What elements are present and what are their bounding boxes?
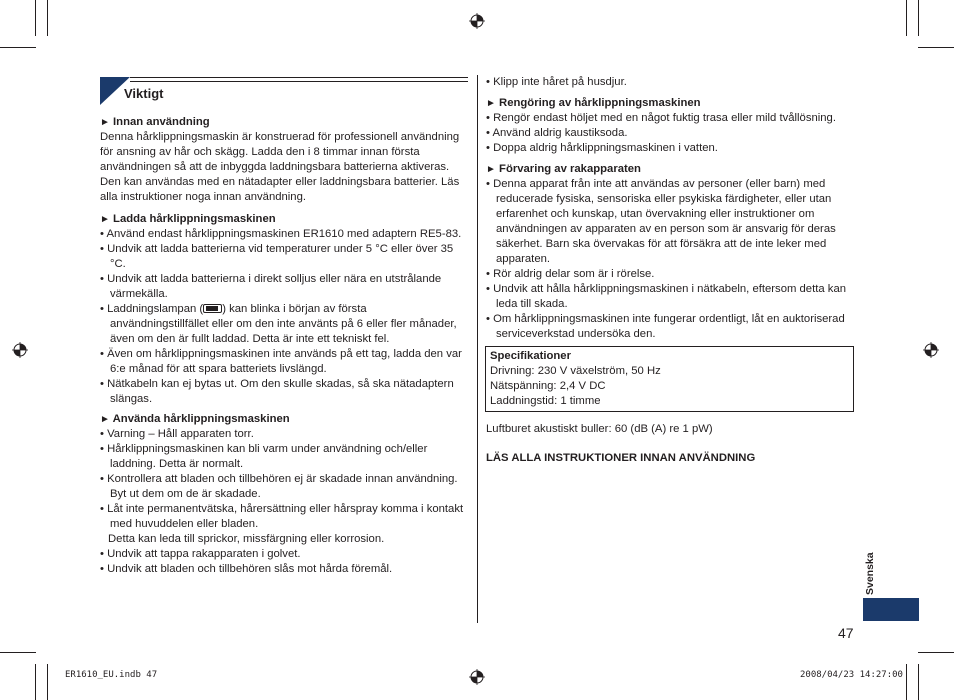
crop-mark	[47, 664, 48, 700]
language-label: Svenska	[864, 552, 876, 595]
list-item: • Undvik att ladda batterierna vid temperaturer under 5 °C eller över 35 °C.	[100, 243, 454, 270]
crop-mark	[906, 0, 907, 36]
crop-mark	[35, 0, 36, 36]
crop-mark	[35, 664, 36, 700]
list-note: Detta kan leda till sprickor, missfärgning eller korrosion.	[108, 533, 385, 545]
final-notice: LÄS ALLA INSTRUKTIONER INNAN ANVÄNDNING	[486, 452, 756, 464]
footer-file: ER1610_EU.indb 47	[65, 670, 158, 680]
registration-mark-icon	[469, 669, 485, 685]
list-item: • Låt inte permanentvätska, hårersättning eller hårspray komma i kontakt med huvuddelen eller bladen.	[100, 503, 464, 530]
subheading-cleaning: ► Rengöring av hårklippningsmaskinen	[486, 97, 701, 109]
list-item: • Varning – Håll apparaten torr.	[100, 428, 254, 440]
arrow-right-icon: ►	[100, 214, 110, 225]
crop-mark	[47, 0, 48, 36]
specifications-box	[485, 346, 854, 412]
list-item: • Nätkabeln kan ej bytas ut. Om den skulle skadas, så ska nätadaptern slängas.	[100, 378, 454, 405]
list-item-lamp: • Laddningslampan ( ) kan blinka i början av första användningstillfället eller om den inte använts på 6 eller fler månader, även om den är fullt laddad. Detta är inte ett tekniskt fel.	[100, 303, 457, 345]
crop-mark	[918, 652, 954, 653]
crop-mark	[918, 0, 919, 36]
list-item: • Även om hårklippningsmaskinen inte används på ett tag, ladda den var 6:e månad för att spara batteriets livslängd.	[100, 348, 462, 375]
list-item: • Rör aldrig delar som är i rörelse.	[486, 268, 655, 280]
column-divider	[477, 75, 478, 623]
subheading-use: ► Använda hårklippningsmaskinen	[100, 413, 290, 425]
registration-mark-icon	[923, 342, 939, 358]
section-heading	[100, 75, 468, 105]
section-title: Viktigt	[124, 86, 164, 101]
list-item: • Rengör endast höljet med en något fuktig trasa eller mild tvållösning.	[486, 112, 836, 124]
list-item: • Undvik att tappa rakapparaten i golvet.	[100, 548, 301, 560]
battery-icon	[203, 304, 222, 313]
list-item: • Denna apparat från inte att användas av personer (eller barn) med reducerade fysiska, sensoriska eller psykiska färdigheter, eller utan erfarenhet och kunskap, utan övervakning eller instruktioner om användningen av apparaten av en person som är ansvarig för deras säkerhet. Barn ska övervakas för att försäkra att de inte leker med apparaten.	[486, 178, 836, 265]
spec-line: Drivning: 230 V växelström, 50 Hz	[490, 365, 661, 377]
crop-mark	[0, 47, 36, 48]
registration-mark-icon	[12, 342, 28, 358]
registration-mark-icon	[469, 13, 485, 29]
list-item: • Hårklippningsmaskinen kan bli varm under användning och/eller laddning. Detta är normalt.	[100, 443, 428, 470]
specifications-title: Specifikationer	[490, 350, 571, 362]
list-item: • Undvik att ladda batterierna i direkt solljus eller nära en utstrålande värmekälla.	[100, 273, 442, 300]
list-item: • Doppa aldrig hårklippningsmaskinen i vatten.	[486, 142, 718, 154]
right-column	[486, 75, 856, 466]
left-column	[100, 75, 468, 577]
subheading-storage: ► Förvaring av rakapparaten	[486, 163, 641, 175]
list-item: • Undvik att hålla hårklippningsmaskinen i nätkabeln, eftersom detta kan leda till skada.	[486, 283, 847, 310]
list-item: • Använd aldrig kaustiksoda.	[486, 127, 628, 139]
crop-mark	[918, 664, 919, 700]
list-item: • Använd endast hårklippningsmaskinen ER1610 med adaptern RE5-83.	[100, 228, 462, 240]
spec-line: Laddningstid: 1 timme	[490, 395, 601, 407]
list-item: • Kontrollera att bladen och tillbehören ej är skadade innan användning. Byt ut dem om de är skadade.	[100, 473, 458, 500]
crop-mark	[918, 47, 954, 48]
list-item: • Klipp inte håret på husdjur.	[486, 76, 627, 88]
subheading-charge: ► Ladda hårklippningsmaskinen	[100, 213, 276, 225]
page-number: 47	[838, 625, 854, 641]
crop-mark	[0, 652, 36, 653]
arrow-right-icon: ►	[486, 164, 496, 175]
crop-mark	[906, 664, 907, 700]
arrow-right-icon: ►	[100, 117, 110, 128]
intro-paragraph: Denna hårklippningsmaskin är konstruerad för professionell användning för ansning av hår och skägg. Ladda den i 8 timmar innan första användningen så att de inbyggda laddningsbara batterierna aktiveras. Den kan användas med en nätadapter eller laddningsbara batterier. Läs alla instruktioner noga innan användning.	[100, 131, 460, 203]
heading-rule	[130, 77, 468, 82]
arrow-right-icon: ►	[100, 414, 110, 425]
arrow-right-icon: ►	[486, 98, 496, 109]
noise-statement: Luftburet akustiskt buller: 60 (dB (A) re 1 pW)	[486, 423, 713, 435]
list-item: • Om hårklippningsmaskinen inte fungerar ordentligt, låt en auktoriserad serviceverkstad undersöka den.	[486, 313, 845, 340]
language-tab	[863, 598, 919, 621]
subheading-intro: ► Innan användning	[100, 116, 210, 128]
spec-line: Nätspänning: 2,4 V DC	[490, 380, 606, 392]
footer-timestamp: 2008/04/23 14:27:00	[800, 670, 903, 680]
list-item: • Undvik att bladen och tillbehören slås mot hårda föremål.	[100, 563, 393, 575]
